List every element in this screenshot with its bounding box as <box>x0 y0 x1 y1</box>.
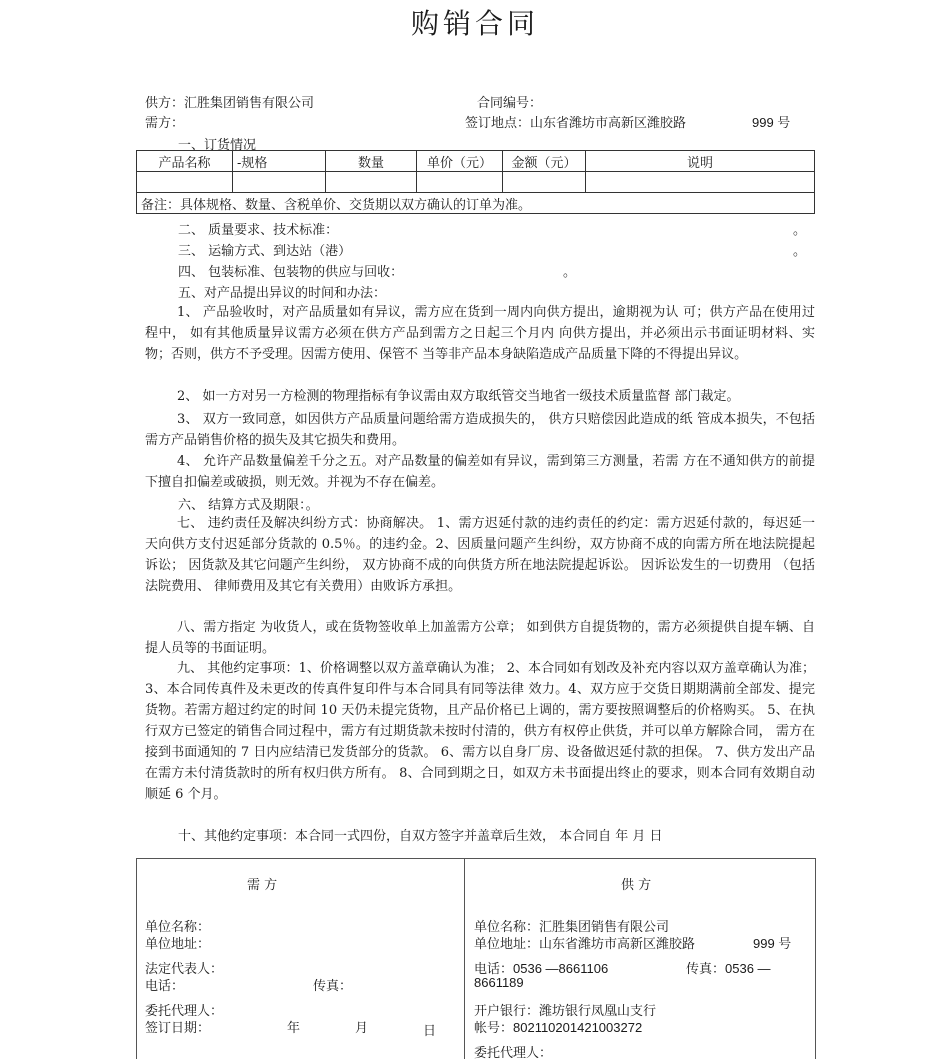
section-1-title: 一、订货情况 <box>178 138 257 153</box>
seller-fax-continued: 8661189 <box>474 975 524 990</box>
section-7: 七、 违约责任及解决纠纷方式：协商解决。 1、需方迟延付款的违约责任的约定：需方迟延付款的，每迟延一天向供方支付迟延部分货款的 0.5％。的违约金。2、因质量问题产生纠纷，双方协商不成的向需方所在地法院提起诉讼； 因货款及其它问题产生纠纷， 双方协商不成的向供货方所在地法院提起诉讼。 因诉讼发生的一切费用 （包括法院费用、 律师费用及其它有关费用）由败诉方承担。 <box>145 516 815 594</box>
col-spec: -规格 <box>233 151 326 172</box>
section-9: 九、 其他约定事项：1、价格调整以双方盖章确认为准； 2、本合同如有划改及补充内容以双方盖章确认为准；3、本合同传真件及未更改的传真件复印件与本合同具有同等法律 效力。4、双方应于交货日期期满前全部发、提完货物。若需方超过约定的时间 10 天仍未提完货物，且产品价格已上调的，需方要按照调整后的价格购买。 5、在执行双方已签定的销售合同过程中，需方有过期货款未按时付清的，供方有权停止供货，并可以单方解除合同， 需方在接到书面通知的 7 日内应结清已发货部分的货款。 6、需方以自身厂房、设备做迟延付款的担保。 7、供方发出产品在需方未付清货款时的所有权归供方所有。 8、合同到期之日，如双方未书面提出终止的要求，则本合同有效期自动顺延 6 个月。 <box>145 661 815 802</box>
seller-fax: 传真：0536 — <box>686 961 771 976</box>
section-2: 二、 质量要求、技术标准： <box>178 223 339 238</box>
seller-unit-address-number: 999 号 <box>753 936 792 951</box>
buyer-fax: 传真： <box>313 979 353 994</box>
buyer-sign-year: 年 <box>287 1021 301 1036</box>
section-5-title: 五、对产品提出异议的时间和办法： <box>178 286 387 301</box>
order-table <box>136 150 815 214</box>
col-product-name: 产品名称 <box>137 151 233 172</box>
section-4: 四、 包装标准、包装物的供应与回收： <box>178 265 404 280</box>
section-5-clause-4: 4、 允许产品数量偏差千分之五。对产品数量的偏差如有异议，需到第三方测量，若需 方在不通知供方的前提下擅自扣偏差或破损，则无效。并视为不存在偏差。 <box>145 454 815 490</box>
contract-title: 购销合同 <box>410 7 539 40</box>
buyer-agent: 委托代理人： <box>145 1004 224 1019</box>
seller-unit-name: 单位名称：汇胜集团销售有限公司 <box>474 920 670 935</box>
section-10: 十、其他约定事项：本合同一式四份，自双方签字并盖章后生效， 本合同自 年 月 日 <box>178 829 663 844</box>
section-8: 八、需方指定 为收货人，或在货物签收单上加盖需方公章； 如到供方自提货物的，需方必须提供自提车辆、自提人员等的书面证明。 <box>145 620 815 656</box>
sign-place: 签订地点：山东省潍坊市高新区潍胶路 <box>465 116 687 131</box>
buyer-header: 需 方 <box>247 878 278 893</box>
seller-agent: 委托代理人： <box>474 1046 553 1061</box>
section-4-period: 。 <box>563 265 577 280</box>
section-2-period: 。 <box>793 223 807 238</box>
signature-table <box>136 858 816 1059</box>
section-5-clause-1: 1、 产品验收时，对产品质量如有异议，需方应在货到一周内向供方提出，逾期视为认 可；供方产品在使用过程中， 如有其他质量异议需方必须在供方产品到需方之日起三个月内 向供方提出，并必须出示书面证明材料、实物；否则，供方不予受理。因需方使用、保管不 当等非产品本身缺陷造成产品质量下降的不得提出异议。 <box>145 305 815 362</box>
buyer-sign-day: 日 <box>423 1024 437 1039</box>
buyer-unit-address: 单位地址： <box>145 937 211 952</box>
buyer-sign-date: 签订日期： <box>145 1021 211 1036</box>
order-table-header <box>137 151 815 172</box>
col-unit-price: 单价（元） <box>417 151 503 172</box>
order-table-row <box>137 172 815 193</box>
section-3: 三、 运输方式、到达站（港） <box>178 244 352 259</box>
buyer-unit-name: 单位名称： <box>145 920 211 935</box>
seller-bank: 开户银行：潍坊银行凤凰山支行 <box>474 1004 657 1019</box>
order-note: 备注：具体规格、数量、含税单价、交货期以双方确认的订单为准。 <box>137 193 815 214</box>
supplier-line: 供方：汇胜集团销售有限公司 <box>145 96 315 111</box>
col-description: 说明 <box>586 151 815 172</box>
signature-divider <box>464 859 465 1059</box>
seller-unit-address: 单位地址：山东省潍坊市高新区潍胶路 <box>474 937 696 952</box>
section-3-period: 。 <box>793 244 807 259</box>
seller-header: 供 方 <box>621 878 652 893</box>
buyer-phone: 电话： <box>145 979 185 994</box>
seller-phone: 电话：0536 —8661106 <box>474 961 609 976</box>
section-6: 六、 结算方式及期限：。 <box>178 498 319 513</box>
col-amount: 金额（元） <box>503 151 586 172</box>
seller-account: 帐号：802110201421003272 <box>474 1020 643 1035</box>
col-quantity: 数量 <box>326 151 417 172</box>
section-5-clause-3: 3、 双方一致同意，如因供方产品质量问题给需方造成损失的， 供方只赔偿因此造成的纸 管成本损失，不包括需方产品销售价格的损失及其它损失和费用。 <box>145 412 815 448</box>
section-5-clause-2: 2、 如一方对另一方检测的物理指标有争议需由双方取纸管交当地省一级技术质量监督 部门裁定。 <box>177 389 740 404</box>
buyer-sign-month: 月 <box>355 1021 369 1036</box>
sign-place-number: 999 号 <box>752 115 791 130</box>
buyer-line: 需方： <box>145 116 185 131</box>
order-table-note-row <box>137 193 815 214</box>
buyer-legal-rep: 法定代表人： <box>145 962 224 977</box>
contract-number-label: 合同编号： <box>477 96 543 111</box>
